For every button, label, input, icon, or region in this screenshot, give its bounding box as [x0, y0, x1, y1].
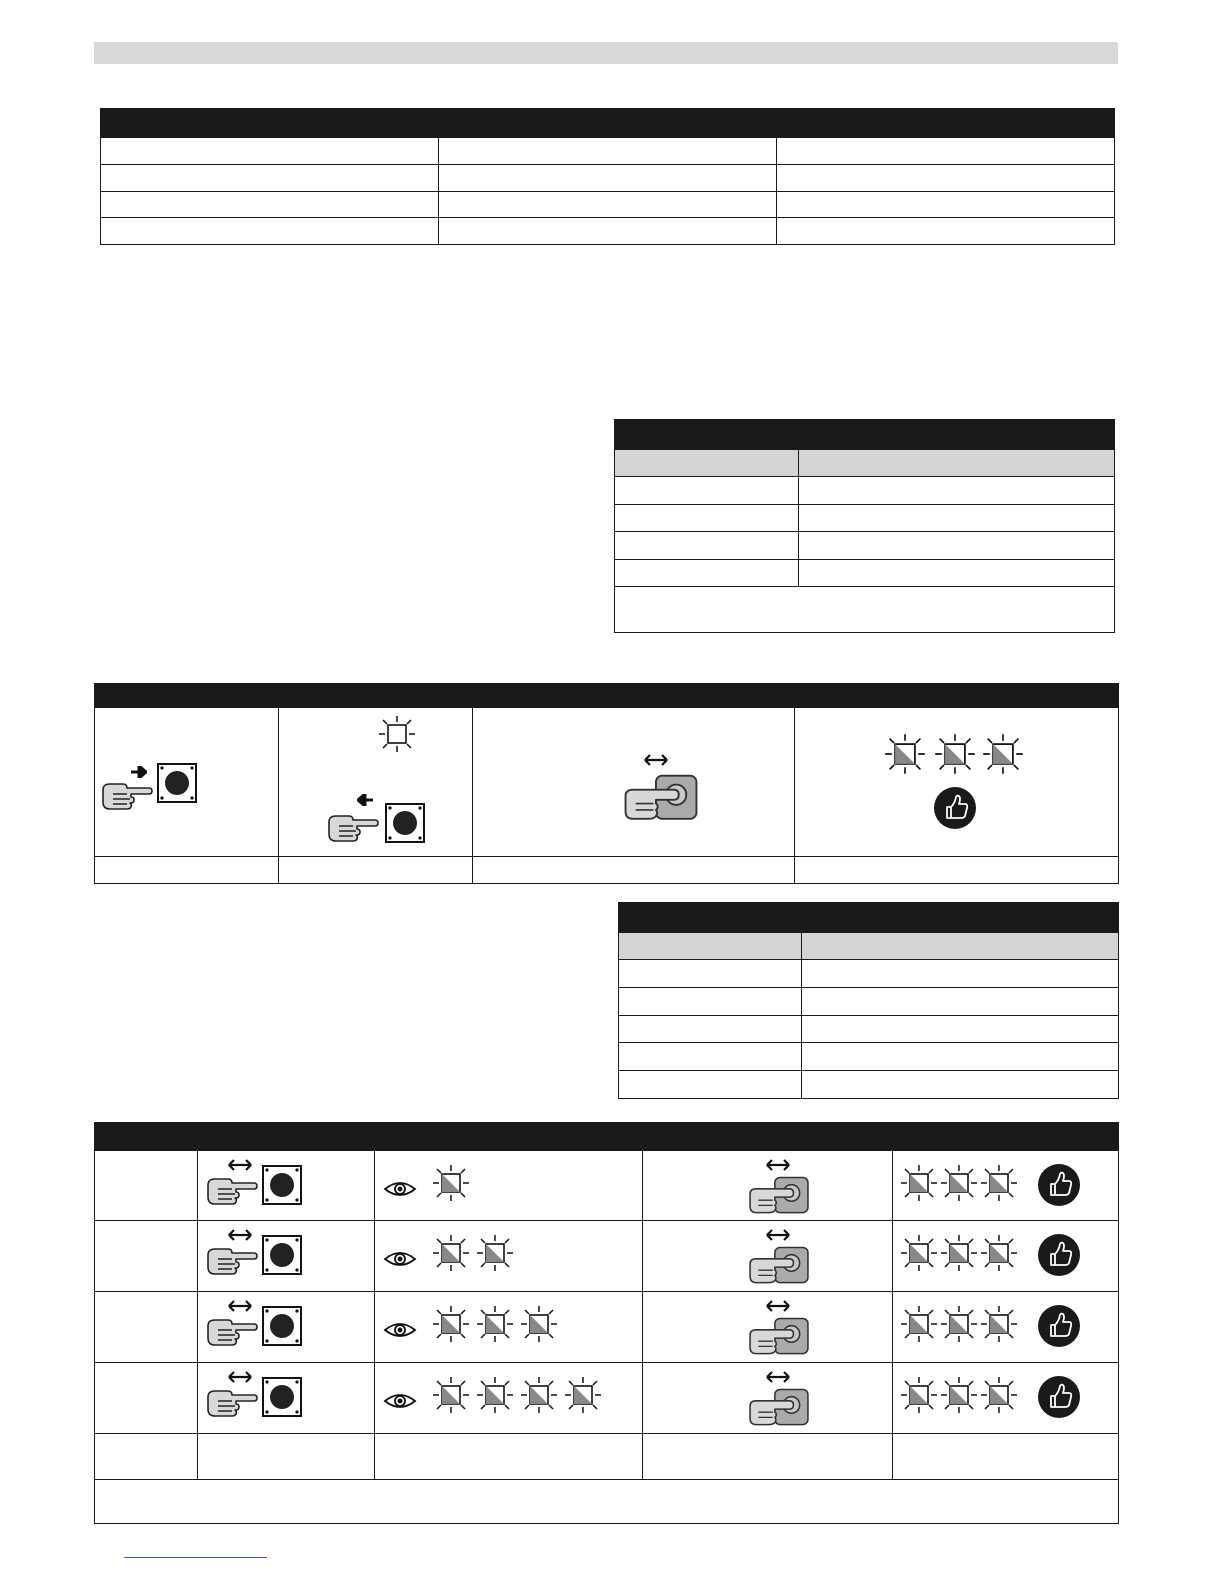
- column-header: [799, 450, 1115, 477]
- led-blink-icon: [899, 1163, 939, 1203]
- push-button-icon[interactable]: [385, 803, 425, 843]
- table-3: [618, 902, 1119, 1099]
- column-header: [95, 684, 279, 708]
- procedure-row: [95, 1151, 1119, 1221]
- led-blink-icon: [883, 732, 927, 776]
- row-label: [95, 1221, 198, 1292]
- eye-icon: [383, 1320, 417, 1340]
- column-header: [615, 450, 799, 477]
- step-press-button: [198, 1151, 375, 1221]
- arrow-right-icon: [131, 766, 147, 778]
- step-confirm: [795, 708, 1119, 857]
- column-header: [95, 1123, 198, 1151]
- pointing-hand-icon: [206, 1316, 258, 1346]
- header-bar: [94, 42, 1118, 64]
- column-header: [802, 933, 1119, 960]
- led-blink-icon: [431, 1304, 471, 1344]
- transmitter-hand-icon: [748, 1383, 810, 1429]
- led-blink-icon: [979, 1163, 1019, 1203]
- led-blink-icon: [475, 1375, 515, 1415]
- push-button-icon[interactable]: [262, 1235, 302, 1275]
- led-blink-icon: [939, 1233, 979, 1273]
- table-row: [615, 477, 1115, 505]
- column-header: [795, 684, 1119, 708]
- column-header: [279, 684, 473, 708]
- transmitter-hand-icon: [748, 1312, 810, 1358]
- step-confirm: [893, 1151, 1119, 1221]
- step-confirm: [893, 1292, 1119, 1363]
- procedure-row: [95, 1292, 1119, 1363]
- led-blink-icon: [899, 1375, 939, 1415]
- procedure-2-note: [95, 1480, 1119, 1524]
- step-press-button: [198, 1363, 375, 1434]
- transmitter-hand-icon: [623, 768, 699, 824]
- row-label: [95, 1151, 198, 1221]
- table-row: [101, 218, 1115, 245]
- table-row: [619, 1071, 1119, 1099]
- procedure-row: [95, 1221, 1119, 1292]
- table-row: [619, 988, 1119, 1016]
- double-arrow-icon: [766, 1300, 790, 1312]
- led-blink-icon: [431, 1233, 471, 1273]
- thumbs-up-icon: [1037, 1163, 1081, 1207]
- push-button-icon[interactable]: [262, 1306, 302, 1346]
- eye-icon: [383, 1249, 417, 1269]
- table-2-note: [615, 587, 1115, 633]
- row-label: [95, 1363, 198, 1434]
- led-blink-icon: [981, 732, 1025, 776]
- step-observe-led: [375, 1292, 643, 1363]
- eye-icon: [383, 1391, 417, 1411]
- led-blink-icon: [939, 1375, 979, 1415]
- step-transmitter: [473, 708, 795, 857]
- step-press-button: [95, 708, 279, 857]
- step-observe-led: [375, 1221, 643, 1292]
- thumbs-up-icon: [1037, 1375, 1081, 1419]
- table-row: [619, 1016, 1119, 1043]
- pointing-hand-icon: [206, 1175, 258, 1205]
- table-row: [619, 1043, 1119, 1071]
- table-2-title: [615, 420, 1115, 450]
- procedure-2: [94, 1122, 1119, 1524]
- step-transmitter: [643, 1221, 893, 1292]
- led-blink-icon: [979, 1375, 1019, 1415]
- column-header: [619, 933, 802, 960]
- procedure-1: [94, 683, 1119, 884]
- double-arrow-icon: [644, 754, 668, 766]
- push-button-icon[interactable]: [262, 1377, 302, 1417]
- double-arrow-icon: [766, 1229, 790, 1241]
- pointing-hand-icon: [206, 1387, 258, 1417]
- step-press-button: [198, 1292, 375, 1363]
- table-row: [101, 165, 1115, 192]
- column-header: [473, 684, 795, 708]
- column-header: [643, 1123, 893, 1151]
- thumbs-up-icon: [933, 786, 977, 830]
- led-icon: [377, 714, 417, 754]
- transmitter-hand-icon: [748, 1171, 810, 1217]
- step-confirm: [893, 1363, 1119, 1434]
- table-row: [101, 138, 1115, 165]
- pointing-hand-icon: [327, 812, 379, 842]
- step-observe-led: [375, 1151, 643, 1221]
- table-3-title: [619, 903, 1119, 933]
- led-blink-icon: [899, 1304, 939, 1344]
- arrow-left-icon: [357, 794, 373, 806]
- table-row: [619, 960, 1119, 988]
- table-row: [615, 505, 1115, 532]
- led-blink-icon: [519, 1304, 559, 1344]
- step-transmitter: [643, 1292, 893, 1363]
- push-button-icon[interactable]: [157, 763, 197, 803]
- step-transmitter: [643, 1363, 893, 1434]
- transmitter-hand-icon: [748, 1241, 810, 1287]
- double-arrow-icon: [228, 1159, 252, 1171]
- led-blink-icon: [939, 1304, 979, 1344]
- footer-link[interactable]: [124, 1557, 267, 1558]
- push-button-icon[interactable]: [262, 1165, 302, 1205]
- led-blink-icon: [431, 1375, 471, 1415]
- table-1: [100, 108, 1115, 245]
- procedure-row: [95, 1363, 1119, 1434]
- step-observe-led: [375, 1363, 643, 1434]
- led-blink-icon: [979, 1304, 1019, 1344]
- led-blink-icon: [933, 732, 977, 776]
- column-header: [198, 1123, 375, 1151]
- step-press-button: [198, 1221, 375, 1292]
- table-row: [101, 192, 1115, 218]
- double-arrow-icon: [766, 1159, 790, 1171]
- led-blink-icon: [939, 1163, 979, 1203]
- pointing-hand-icon: [206, 1245, 258, 1275]
- column-header: [893, 1123, 1119, 1151]
- led-blink-icon: [899, 1233, 939, 1273]
- led-blink-icon: [475, 1233, 515, 1273]
- double-arrow-icon: [228, 1300, 252, 1312]
- thumbs-up-icon: [1037, 1304, 1081, 1348]
- table-1-title: [101, 109, 1115, 138]
- led-blink-icon: [519, 1375, 559, 1415]
- table-2: [614, 419, 1115, 633]
- table-row: [615, 560, 1115, 587]
- row-label: [95, 1292, 198, 1363]
- led-blink-icon: [979, 1233, 1019, 1273]
- led-blink-icon: [563, 1375, 603, 1415]
- double-arrow-icon: [228, 1229, 252, 1241]
- eye-icon: [383, 1179, 417, 1199]
- table-row: [615, 532, 1115, 560]
- led-blink-icon: [431, 1163, 471, 1203]
- double-arrow-icon: [766, 1371, 790, 1383]
- step-led-release: [279, 708, 473, 857]
- step-confirm: [893, 1221, 1119, 1292]
- double-arrow-icon: [228, 1371, 252, 1383]
- pointing-hand-icon: [101, 780, 153, 810]
- led-blink-icon: [475, 1304, 515, 1344]
- column-header: [375, 1123, 643, 1151]
- thumbs-up-icon: [1037, 1233, 1081, 1277]
- step-transmitter: [643, 1151, 893, 1221]
